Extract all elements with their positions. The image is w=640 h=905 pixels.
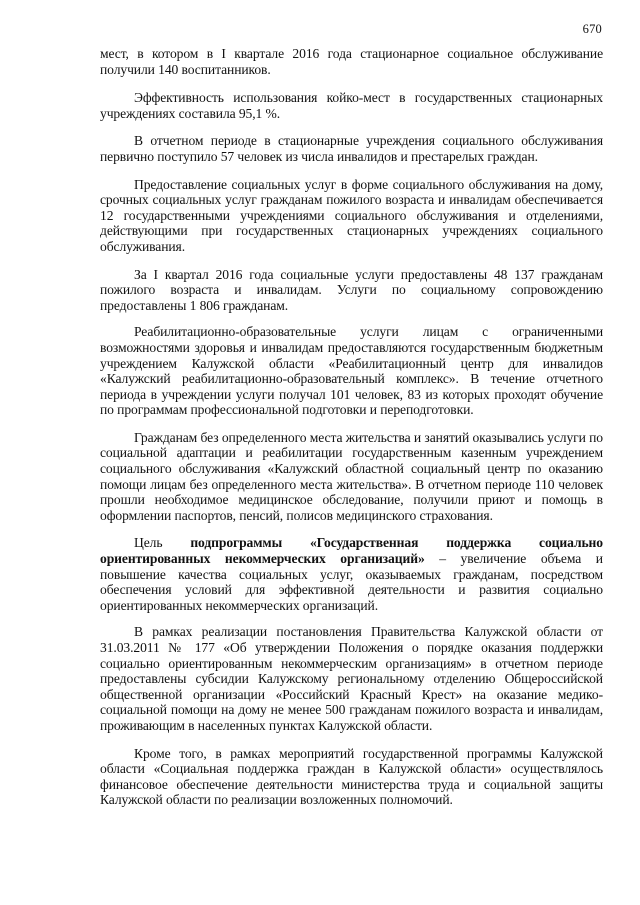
goal-description: – увеличение объема и повышение качества социальных услуг, оказываемых гражданам, посредством обеспечения условий для эффективной деятельности и развития социально ориентированных некоммерческих организаций. <box>100 551 603 613</box>
page-number: 670 <box>582 22 602 36</box>
goal-lead-word: Цель <box>134 535 163 551</box>
paragraph: Реабилитационно-образовательные услуги лицам с ограниченными возможностями здоровья и инвалидам предоставляются государственным бюджетным учреждением Калужской области «Реабилитационный центр для инвалидов «Калужский реабилитационно-образовательный комплекс». В течение отчетного периода в учреждении услуги получал 101 человек, 83 из которых проходят обучение по программам профессиональной подготовки и переподготовки. <box>100 324 603 418</box>
document-body <box>100 46 603 808</box>
paragraph: Кроме того, в рамках мероприятий государственной программы Калужской области «Социальная поддержка граждан в Калужской области» осуществлялось финансовое обеспечение деятельности министерства труда и социальной защиты Калужской области по реализации возложенных полномочий. <box>100 745 603 808</box>
paragraph: Предоставление социальных услуг в форме социального обслуживания на дому, срочных социальных услуг гражданам пожилого возраста и инвалидам обеспечивается 12 государственными учреждениями социального обслуживания и отделениями, действующими при государственных стационарных учреждениях социального обслуживания. <box>100 176 603 254</box>
paragraph: Эффективность использования койко-мест в государственных стационарных учреждениях составила 95,1 %. <box>100 90 603 121</box>
subprogram-goal-paragraph <box>100 535 603 613</box>
paragraph: В рамках реализации постановления Правительства Калужской области от 31.03.2011 № 177 «Об утверждении Положения о порядке оказания поддержки социально ориентированным некоммерческим организациям» в отчетном периоде предоставлены субсидии Калужскому региональному отделению Общероссийской общественной организации «Российский Красный Крест» на оказание медико-социальной помощи на дому не менее 500 гражданам пожилого возраста и инвалидам, проживающим в населенных пунктах Калужской области. <box>100 624 603 733</box>
subprogram-title: подпрограммы «Государственная поддержка социально ориентированных некоммерческих организаций» <box>100 535 603 567</box>
paragraph: мест, в котором в I квартале 2016 года стационарное социальное обслуживание получили 140 воспитанников. <box>100 46 603 77</box>
paragraph: Гражданам без определенного места жительства и занятий оказывались услуги по социальной адаптации и реабилитации государственным казенным учреждением социального обслуживания «Калужский областной социальный центр по оказанию помощи лицам без определенного места жительства». В отчетном периоде 110 человек прошли необходимое медицинское обследование, получили приют и помощь в оформлении паспортов, пенсий, полисов медицинского страхования. <box>100 429 603 523</box>
paragraph: За I квартал 2016 года социальные услуги предоставлены 48 137 гражданам пожилого возраста и инвалидам. Услуги по социальному сопровождению предоставлены 1 806 гражданам. <box>100 266 603 313</box>
paragraph: В отчетном периоде в стационарные учреждения социального обслуживания первично поступило 57 человек из числа инвалидов и престарелых граждан. <box>100 133 603 164</box>
